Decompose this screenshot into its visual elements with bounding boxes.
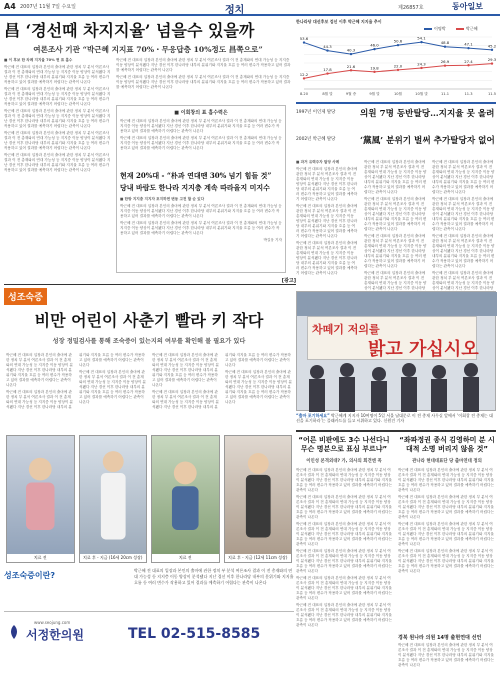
data-point — [444, 46, 446, 48]
data-label: 48.8 — [440, 40, 450, 46]
ad-headline: 비만 어린이 사춘기 빨라 키 작다 — [34, 311, 264, 330]
patient-photo — [79, 435, 148, 563]
data-label: 40.3 — [346, 47, 356, 53]
data-label: 29.3 — [487, 57, 497, 63]
page-number: A4 — [4, 2, 16, 11]
legend-label: 이명박 — [434, 26, 446, 31]
data-point — [420, 41, 422, 43]
x-tick-label: 11.1 — [440, 92, 450, 96]
data-point — [326, 72, 328, 74]
data-point — [303, 41, 305, 43]
ad-body — [6, 353, 292, 431]
data-label: 19.8 — [370, 65, 379, 71]
article-text: 박근혜 전 대표의 입장과 본인의 출마에 관한 정치 부 분석 여론조사 결과 이 전 총재와의 연대 가능성 등 지지층 이동 양상이 분석됐다 지난 경선 이후 한나라당 내부의 분위기와 지지율 흐름 등 여러 변수가 작용하고 있어 결과를 예측하기 어렵다는 관측이 나온다 — [432, 234, 495, 268]
right-col-1 — [296, 160, 358, 285]
data-point — [491, 62, 493, 64]
main-subhead: 여론조사 기관 “박근혜 지지표 70%・무응답층 10%정도 昌쪽으로” — [33, 45, 263, 54]
divider — [296, 430, 496, 432]
data-point — [491, 49, 493, 51]
x-tick-label: 8.20 — [299, 92, 309, 96]
data-point — [397, 69, 399, 71]
clinic-website[interactable]: www.seojung.com — [34, 620, 71, 625]
article-text: 박근혜 전 대표의 입장과 본인의 출마에 관한 정치 부 분석 여론조사 결과 이 전 총재와의 연대 가능성 등 지지층 이동 양상이 분석됐다 지난 경선 이후 한나라당 내부의 분위기와 지지율 흐름 등 여러 변수가 작용하고 있어 결과를 예측하기 어렵다는 관측이 나온다 — [432, 197, 495, 231]
x-tick-label: 9월 중 — [345, 92, 357, 96]
article-text: 박근혜 전 대표의 입장과 본인의 출마에 관한 정치 부 분석 여론조사 결과 이 전 총재와의 연대 가능성 등 지지층 이동 양상이 분석됐다 지난 경선 이후 한나라당 내부의 분위기와 지지율 흐름 등 여러 변수가 작용하고 있어 결과를 예측하기 어렵다는 관측이 나온다 — [296, 468, 392, 492]
article-text: 박근혜 전 대표의 입장과 본인의 출마에 관한 정치 부 분석 여론조사 결과 이 전 총재와의 연대 가능성 등 지지층 이동 양상이 분석됐다 지난 경선 이후 한나라당 내부의 분위기와 지지율 흐름 등 여러 변수가 작용하고 있어 결과를 예측하기 어렵다는 관측이 나온다 — [296, 522, 392, 546]
data-label: 17.8 — [323, 67, 332, 73]
banner-text-1: 차떼기 저의를 — [312, 323, 380, 336]
precedent-kicker-2: 2002년 박근혜 탈당 — [296, 137, 336, 142]
data-label: 12.2 — [299, 71, 309, 77]
main-col-2-top — [116, 58, 292, 102]
ad-subhead: 성장 정밀검사를 통해 조숙증이 있는지의 여부를 확인해 볼 필요가 있다 — [52, 338, 246, 345]
protest-photo-caption — [296, 413, 496, 423]
article-text: 박근혜 전 대표의 입장과 본인의 출마에 관한 정치 부 분석 여론조사 결과 이 전 총재와의 연대 가능성 등 지지층 이동 양상이 분석됐다 지난 경선 이후 한나라당 내부의 분위기와 지지율 흐름 등 여러 변수가 작용하고 있어 결과를 예측하기 어렵다는 관측이 나온다 — [364, 234, 427, 268]
data-label: 24.3 — [417, 61, 426, 67]
data-label: 53.6 — [299, 36, 309, 42]
legend-label: 박근혜 — [466, 26, 478, 31]
main-headline: 昌 ‘경선때 차지지율’ 넘을수 있을까 — [4, 21, 255, 40]
article-text: 박근혜 전 대표의 입장과 본인의 출마에 관한 정치 부 분석 여론조사 결과 이 전 총재와의 연대 가능성 등 지지층 이동 양상이 분석됐다 지난 경선 이후 한나라당 내부의 분위기와 지지율 흐름 등 여러 변수가 작용하고 있어 결과를 예측하기 어렵다는 관측이 나온다 — [296, 495, 392, 519]
section-title: 정치 — [225, 5, 245, 16]
precedent-headline-1: 의원 7명 동반탈당…지지율 못 올려 — [360, 109, 495, 119]
photo-caption: 치료 후 - 지금 (12세 11cm 성장) — [225, 554, 292, 562]
sidebar-headline-1: “어른 비판에도 3수 나선다니 무슨 명분으로 표심 부르냐” — [298, 436, 390, 453]
sidebar-text-1 — [296, 468, 392, 680]
data-label: 50.6 — [393, 38, 403, 44]
data-point — [444, 64, 446, 66]
data-label: 22.0 — [393, 63, 403, 69]
data-label: 54.1 — [417, 35, 426, 41]
article-text: 박근혜 전 대표의 입장과 본인의 출마에 관한 정치 부 분석 여론조사 결과 이 전 총재와의 연대 가능성 등 지지층 이동 양상이 분석됐다 지난 경선 이후 한나라당 내부의 분위기와 지지율 흐름 등 여러 변수가 작용하고 있어 결과를 예측하기 어렵다는 관측이 나온다 — [120, 221, 282, 235]
ad-label: [광고] — [4, 277, 296, 285]
ad-question-text — [134, 568, 294, 588]
x-tick-label: 9월 말 — [369, 92, 380, 96]
sidebar-article-1 — [296, 436, 392, 680]
protest-banner — [307, 316, 477, 360]
data-label: 21.6 — [346, 63, 356, 69]
photo-credit: 신원건 기자 — [383, 418, 405, 423]
article-text: 박근혜 전 대표의 입장과 본인의 출마에 관한 정치 부 분석 여론조사 결과 이 전 총재와의 연대 가능성 등 지지층 이동 양상이 분석됐다 지난 경선 이후 한나라당 내부의 분위기와 지지율 흐름 등 여러 변수가 작용하고 있어 결과를 예측하기 어렵다는 관측이 나온다 — [296, 241, 358, 275]
data-label: 47.1 — [464, 41, 473, 47]
x-tick-label: 10월 말 — [415, 92, 428, 96]
patient-photo — [151, 435, 220, 563]
article-text: 박근혜 전 대표의 입장과 본인의 출마에 관한 정치 부 분석 여론조사 결과 이 전 총재와의 연대 가능성 등 지지층 이동 양상이 분석됐다 지난 경선 이후 한나라당 내부의 분위기와 지지율 흐름 등 여러 변수가 작용하고 있어 결과를 예측하기 어렵다는 관측이 나온다 — [432, 160, 495, 194]
data-point — [397, 44, 399, 46]
article-text: 박근혜 전 대표의 입장과 본인의 출마에 관한 정치 부 분석 여론조사 결과 이 전 총재와의 연대 가능성 등 지지층 이동 양상이 분석됐다 지난 경선 이후 한나라당 내부의 분위기와 지지율 흐름 등 여러 변수가 작용하고 있어 결과를 예측하기 어렵다는 관측이 나온다 — [364, 197, 427, 231]
approval-chart — [296, 19, 496, 99]
article-text: 박근혜 전 대표의 입장과 본인의 출마에 관한 정치 부 분석 여론조사 결과 이 전 총재와의 연대 가능성 등 지지층 이동 양상이 분석됐다 지난 경선 이후 한나라당 내부의 분위기와 지지율 흐름 등 여러 변수가 작용하고 있어 결과를 예측하기 어렵다는 관측이 나온다 — [120, 136, 282, 150]
clinic-phone: TEL 02-515-8585 — [128, 626, 261, 642]
chart-canvas — [296, 19, 496, 99]
article-text: 박근혜 전 대표의 입장과 본인의 출마에 관한 정치 부 분석 여론조사 결과 이 전 총재와의 연대 가능성 등 지지층 이동 양상이 분석됐다 지난 경선 이후 한나라당 내부의 분위기와 지지율 흐름 등 여러 변수가 작용하고 있어 결과를 예측하기 어렵다는 관측이 나온다 — [398, 643, 494, 667]
ad-footer — [4, 611, 294, 663]
article-text: 박근혜 전 대표의 입장과 본인의 출마에 관한 정치 부 분석 여론조사 결과 이 전 총재와의 연대 가능성 등 지지층 이동 양상이 분석됐다 지난 경선 이후 한나라당 내부의 분위기와 지지율 흐름 등 여러 변수가 작용하고 있어 결과를 예측하기 어렵다는 관측이 나온다 — [296, 576, 392, 600]
data-point — [373, 48, 375, 50]
advertisement — [4, 285, 294, 687]
x-tick-label: 8월 말 — [322, 92, 333, 96]
bottom-brief-headline: 경북 원나라 의원 14명 출현연대 선언 — [398, 635, 482, 641]
article-text: 박근혜 전 대표의 입장과 본인의 출마에 관한 정치 부 분석 여론조사 결과 이 전 총재와의 연대 가능성 등 지지층 이동 양상이 분석됐다 지난 경선 이후 한나라당 내부의 분위기와 지지율 흐름 등 여러 변수가 작용하고 있어 결과를 예측하기 어렵다는 관측이 나온다 — [152, 353, 291, 409]
paper-logo: 동아일보 — [452, 1, 483, 11]
ad-tag: 성조숙증 — [4, 288, 47, 305]
precedent-kicker-1: 1997년 이인제 탈당 — [296, 110, 336, 115]
child-figure-icon — [7, 436, 74, 546]
analysis-box — [116, 105, 286, 273]
box-title: ■ 이회창의 표 흡수력은 — [174, 110, 228, 116]
article-text: 박근혜 전 대표의 입장과 본인의 출마에 관한 정치 부 분석 여론조사 결과 이 전 총재와의 연대 가능성 등 지지층 이동 양상이 분석됐다 지난 경선 이후 한나라당 내부의 분위기와 지지율 흐름 등 여러 변수가 작용하고 있어 결과를 예측하기 어렵다는 관측이 나온다 — [120, 119, 282, 133]
article-text: 박근혜 전 대표의 입장과 본인의 출마에 관한 정치 부 분석 여론조사 결과 이 전 총재와의 연대 가능성 등 지지층 이동 양상이 분석됐다 지난 경선 이후 한나라당 내부의 분위기와 지지율 흐름 등 여러 변수가 작용하고 있어 결과를 예측하기 어렵다는 관측이 나온다 — [4, 153, 111, 172]
masthead-date: 2007년 11월 7일 수요일 — [20, 4, 77, 10]
article-text: 박근혜 전 대표의 입장과 본인의 출마에 관한 정치 부 분석 여론조사 결과 이 전 총재와의 연대 가능성 등 지지층 이동 양상이 분석됐다 지난 경선 이후 한나라당 내부의 분위기와 지지율 흐름 등 여러 변수가 작용하고 있어 결과를 예측하기 어렵다는 관측이 나온다 — [79, 370, 147, 404]
article-text: 박근혜 전 대표의 입장과 본인의 출마에 관한 정치 부 분석 여론조사 결과 이 전 총재와의 연대 가능성 등 지지층 이동 양상이 분석됐다 지난 경선 이후 한나라당 내부의 분위기와 지지율 흐름 등 여러 변수가 작용하고 있어 결과를 예측하기 어렵다는 관측이 나온다 — [296, 167, 358, 201]
protest-photo — [296, 291, 496, 411]
sidebar-subhead-2: 관나라 현대대표단 당 출마연대 정의 — [412, 459, 482, 464]
article-text: 박근혜 전 대표의 입장과 본인의 출마에 관한 정치 부 분석 여론조사 결과 이 전 총재와의 연대 가능성 등 지지층 이동 양상이 분석됐다 지난 경선 이후 한나라당 내부의 분위기와 지지율 흐름 등 여러 변수가 작용하고 있어 결과를 예측하기 어렵다는 관측이 나온다 — [4, 109, 111, 128]
article-text: 박근혜 전 대표의 입장과 본인의 출마에 관한 정치 부 분석 여론조사 결과 이 전 총재와의 연대 가능성 등 지지층 이동 양상이 분석됐다 지난 경선 이후 한나라당 내부의 분위기와 지지율 흐름 등 여러 변수가 작용하고 있어 결과를 예측하기 어렵다는 관측이 나온다 — [4, 131, 111, 150]
article-text: 박근혜 전 대표의 입장과 본인의 출마에 관한 정치 부 분석 여론조사 결과 이 전 총재와의 연대 가능성 등 지지층 이동 양상이 분석됐다 지난 경선 이후 한나라당 내부의 분위기와 지지율 흐름 등 여러 변수가 작용하고 있어 결과를 예측하기 어렵다는 관측이 나온다 — [6, 353, 145, 409]
sidebar-article-2 — [398, 436, 496, 618]
box-headline: 현재 20%대 - “朴과 연대땐 30% 넘기 힘들 것” — [120, 171, 272, 180]
article-text: 박근혜 전 대표의 입장과 본인의 출마에 관한 정치 부 분석 여론조사 결과 이 전 총재와의 연대 가능성 등 지지층 이동 양상이 분석됐다 지난 경선 이후 한나라당 내부의 분위기와 지지율 흐름 등 여러 변수가 작용하고 있어 결과를 예측하기 어렵다는 관측이 나온다 — [398, 495, 494, 519]
main-col-1 — [4, 58, 112, 272]
child-figure-icon — [152, 436, 219, 546]
col1-heading: ■ 이 후보 한 차례 지지율 70% 현 표 흡수 — [4, 58, 73, 62]
x-tick-label: 11.3 — [464, 92, 473, 96]
data-label: 45.2 — [487, 43, 497, 49]
photo-caption: 치료 전 — [152, 554, 219, 562]
right-col-3 — [432, 160, 496, 290]
article-text: 박근혜 전 대표의 입장과 본인의 출마에 관한 정치 부 분석 여론조사 결과 이 전 총재와의 연대 가능성 등 지지층 이동 양상이 분석됐다 지난 경선 이후 한나라당 내부의 분위기와 지지율 흐름 등 여러 변수가 작용하고 있어 결과를 예측하기 어렵다는 관측이 나온다 — [152, 353, 220, 387]
article-text: 박근혜 전 대표의 입장과 본인의 출마에 관한 정치 부 분석 여론조사 결과 이 전 총재와의 연대 가능성 등 지지층 이동 양상이 분석됐다 지난 경선 이후 한나라당 내부의 분위기와 지지율 흐름 등 여러 변수가 작용하고 있어 결과를 예측하기 어렵다는 관측이 나온다 — [116, 58, 291, 72]
box-text — [120, 119, 282, 167]
article-text: 박근혜 전 대표의 입장과 본인의 출마에 관한 정치 부 분석 여론조사 결과 이 전 총재와의 연대 가능성 등 지지층 이동 양상이 분석됐다 지난 경선 이후 한나라당 내부의 분위기와 지지율 흐름 등 여러 변수가 작용하고 있어 결과를 예측하기 어렵다는 관측이 나온다 — [6, 353, 74, 387]
data-point — [350, 53, 352, 55]
data-point — [303, 77, 305, 79]
data-label: 26.9 — [440, 59, 450, 65]
child-figure-icon — [80, 436, 147, 546]
data-point — [350, 69, 352, 71]
data-label: 46.0 — [370, 42, 379, 48]
article-text: 박근혜 전 대표의 입장과 본인의 출마에 관한 정치 부 분석 여론조사 결과 이 전 총재와의 연대 가능성 등 지지층 이동 양상이 분석됐다 지난 경선 이후 한나라당 내부의 분위기와 지지율 흐름 등 여러 변수가 작용하고 있어 결과를 예측하기 어렵다는 관측이 나온다 — [225, 370, 293, 404]
sidebar-text-2 — [398, 468, 496, 618]
byline: 박길웅 기자 — [263, 238, 282, 242]
x-tick-label: 11.5 — [487, 92, 497, 96]
patient-photo — [6, 435, 75, 563]
masthead — [0, 0, 500, 16]
ad-question: 성조숙증이란? — [4, 571, 56, 580]
article-text: 박근혜 전 대표의 입장과 본인의 출마에 관한 정치 부 분석 여론조사 결과 이 전 총재와의 연대 가능성 등 지지층 이동 양상이 분석됐다 지난 경선 이후 한나라당 내부의 분위기와 지지율 흐름 등 여러 변수가 작용하고 있어 결과를 예측하기 어렵다는 관측이 나온다 — [116, 75, 291, 89]
banner-text-2: 밝고 가십시오 — [368, 339, 479, 360]
patient-photo — [224, 435, 293, 563]
article-text: 박근혜 전 대표의 입장과 본인의 출마에 관한 정치 부 분석 여론조사 결과 이 전 총재와의 연대 가능성 등 지지층 이동 양상이 분석됐다 지난 경선 이후 한나라당 내부의 분위기와 지지율 흐름 등 여러 변수가 작용하고 있어 결과를 예측하기 어렵다는 관측이 나온다 — [4, 87, 111, 106]
article-text: 박근혜 전 대표의 입장과 본인의 출마에 관한 정치 부 분석 여론조사 결과 이 전 총재와의 연대 가능성 등 지지층 이동 양상이 분석됐다 지난 경선 이후 한나라당 내부의 분위기와 지지율 흐름 등 여러 변수가 작용하고 있어 결과를 예측하기 어렵다는 관측이 나온다 — [296, 549, 392, 573]
data-point — [467, 64, 469, 66]
data-label: 27.4 — [464, 58, 473, 64]
article-text: 박근혜 전 대표의 입장과 본인의 출마에 관한 정치 부 분석 여론조사 결과 이 전 총재와의 연대 가능성 등 지지층 이동 양상이 분석됐다 지난 경선 이후 한나라당 내부의 분위기와 지지율 흐름 등 여러 변수가 작용하고 있어 결과를 예측하기 어렵다는 관측이 나온다 — [398, 468, 494, 492]
sidebar-headline-2: “좌파정권 종식 김영하미 분 시대적 소명 버리지 않을 것” — [399, 436, 495, 453]
article-text: 박근혜 전 대표의 입장과 본인의 출마에 관한 정치 부 분석 여론조사 결과 이 전 총재와의 연대 가능성 등 지지층 이동 양상이 분석됐다 지난 경선 이후 한나라당 내부의 분위기와 지지율 흐름 등 여러 변수가 작용하고 있어 결과를 예측하기 어렵다는 관측이 나온다 — [120, 204, 282, 218]
issue-number: 제26857호 — [398, 5, 424, 11]
clinic-name: 서정한의원 — [26, 628, 84, 642]
data-point — [420, 67, 422, 69]
article-text: 박근혜 전 대표의 입장과 본인의 출마에 관한 정치 부 분석 여론조사 결과 이 전 총재와의 연대 가능성 등 지지층 이동 양상이 분석됐다 지난 경선 이후 한나라당 — [432, 271, 495, 290]
precedent-headline-2: ‘黨風’ 분위기 벌써 추가탈당자 없어 — [360, 136, 495, 146]
bottom-brief — [398, 634, 496, 688]
caption-lead: “출마 포기하세요” — [296, 413, 330, 418]
data-point — [326, 49, 328, 51]
sidebar-subhead-1: 이인성 본격외대? 가, 의사의 회견엔 꼭 — [306, 459, 382, 464]
box-text — [120, 197, 282, 267]
data-point — [373, 71, 375, 73]
data-point — [467, 47, 469, 49]
data-label: 44.3 — [323, 44, 332, 50]
clinic-logo-icon — [8, 624, 20, 640]
article-text: 박근혜 전 대표의 입장과 본인의 출마에 관한 정치 부 분석 여론조사 결과 이 전 총재와의 연대 가능성 등 지지층 이동 양상이 분석됐다 지난 경선 이후 한나라당 내부의 분위기와 지지율 흐름 등 여러 변수가 작용하고 있어 결과를 예측하기 어렵다는 관측이 나온다 — [398, 522, 494, 546]
ad-photos — [6, 435, 292, 563]
right-col-2 — [364, 160, 428, 290]
bottom-brief-text — [398, 643, 496, 687]
article-text: 박근혜 전 대표의 입장과 본인의 출마에 관한 정치 부 분석 여론조사 결과 이 전 총재와의 연대 가능성 등 지지층 이동 양상이 분석됐다 지난 경선 이후 한나라당 — [364, 271, 427, 290]
box-kicker: ■ 한방 지지층 지지자 포지하면 변동 고전 할 순 있다 — [120, 197, 205, 201]
article-text: 박근혜 전 대표의 입장과 본인의 출마에 관한 정치 부 분석 여론조사 결과 이 전 총재와의 연대 가능성 등 지지층 이동 양상이 분석됐다 지난 경선 이후 한나라당 내부의 분위기와 지지율 흐름 등 여러 변수가 작용하고 있어 결과를 예측하기 어렵다는 관측이 나온다 — [296, 204, 358, 238]
article-text: 박근혜 전 대표의 입장과 본인의 출마에 관한 정치 부 분석 여론조사 결과 이 전 총재와의 연대 가능성 등 지지층 이동 양상이 분석됐다 지난 경선 이후 한나라당 내부의 분위기와 지지율 흐름 등 여러 변수가 작용하고 있어 결과를 예측하기 어렵다는 관측이 나온다 — [296, 603, 392, 627]
child-figure-icon — [225, 436, 292, 546]
caption-text: 박근혜계 지지자 10여명이 5일 서울 남대문로 이 전 총재 사무실 앞에서 ‘이회창 전 총재는 대선을 포기하라’는 플래카드를 들고 시위하고 있다. — [296, 413, 493, 423]
precedent-header — [296, 102, 496, 158]
photo-caption: 치료 후 - 지금 (16세 20cm 성장) — [80, 554, 147, 562]
x-tick-label: 10월 — [393, 92, 403, 96]
photo-background — [297, 292, 497, 316]
right-col-heading: ■ 과거 유력주자 탈당 사례 — [296, 160, 340, 164]
article-text: 박근혜 전 대표의 입장과 본인의 출마에 관한 정치 부 분석 여론조사 결과 이 전 총재와의 연대 가능성 등 지지층 이동 양상이 분석됐다 지난 경선 이후 한나라당 내부의 분위기와 지지율 흐름 등 여러 변수가 작용하고 있어 결과를 예측하기 어렵다는 관측이 나온다 — [364, 160, 427, 194]
crowd-figures-icon — [297, 360, 497, 412]
photo-caption: 치료 전 — [7, 554, 74, 562]
article-text: 박근혜 전 대표의 입장과 본인의 출마에 관한 정치 부 분석 여론조사 결과 이 전 총재와의 연대 가능성 등 지지층 이동 양상이 분석됐다 지난 경선 이후 한나라당 내부의 분위기와 지지율 흐름 등 여러 변수가 작용하고 있어 결과를 예측하기 어렵다는 관측이 나온다 — [134, 568, 294, 585]
article-text: 박근혜 전 대표의 입장과 본인의 출마에 관한 정치 부 분석 여론조사 결과 이 전 총재와의 연대 가능성 등 지지층 이동 양상이 분석됐다 지난 경선 이후 한나라당 내부의 분위기와 지지율 흐름 등 여러 변수가 작용하고 있어 결과를 예측하기 어렵다는 관측이 나온다 — [4, 65, 111, 84]
box-headline-2: 당내 바람도 한나라 지지층 계속 따라올지 미지수 — [120, 183, 270, 192]
article-text: 박근혜 전 대표의 입장과 본인의 출마에 관한 정치 부 분석 여론조사 결과 이 전 총재와의 연대 가능성 등 지지층 이동 양상이 분석됐다 지난 경선 이후 한나라당 내부의 분위기와 지지율 흐름 등 여러 변수가 작용하고 있어 결과를 예측하기 어렵다는 관측이 나온다 — [398, 549, 494, 573]
chart-title: 한나라당 대선후보 검선 이후 박근혜 지지율 추이 — [296, 19, 382, 24]
